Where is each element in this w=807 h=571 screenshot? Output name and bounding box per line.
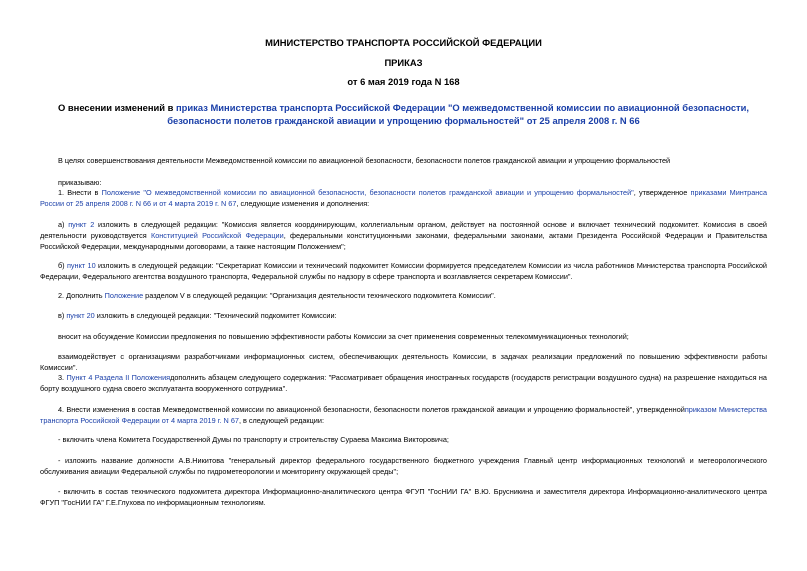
item-b-text: изложить в следующей редакции: "Секретариат Комиссии и технический подкомитет Комиссии формируется председателем Комиссии из числа работников Министерства транспорта Российской Федерации, Федерального агентства воздушного транспорта, Федеральной службы по надзору в сфере транспорта и возглавляется секретарем Комиссии". — [40, 261, 768, 282]
doc-subject — [40, 101, 767, 127]
item-a — [40, 219, 767, 253]
point-4-section-2-link[interactable]: Пункт 4 Раздела II Положения — [66, 373, 171, 382]
item-1-text: , следующие изменения и дополнения: — [236, 199, 370, 209]
doc-type: ПРИКАЗ — [384, 57, 423, 68]
item-1-text: 1. Внести в — [58, 188, 102, 197]
item-b-text: б) — [58, 261, 67, 270]
item-a-text: а) — [58, 220, 69, 229]
item-v — [40, 310, 767, 321]
point-10-link[interactable]: пункт 10 — [66, 261, 96, 270]
item-a-text: изложить в следующей редакции: "Комиссия является координирующим, коллегиальным органом, действует на постоянной основе и включает технический подкомитет. Комиссия в своей деятельности руководствуется — [40, 220, 767, 241]
item-4 — [40, 404, 767, 426]
item-3-text: 3. — [58, 373, 67, 382]
order-word: приказываю: — [58, 178, 102, 187]
item-b — [40, 260, 767, 282]
item-1-text: , утвержденное — [633, 188, 691, 197]
orders-link[interactable]: приказами Минтранса России от 25 апреля 2008 г. N 66 и от 4 марта 2019 г. N 67 — [40, 188, 767, 209]
item-2-text: разделом V в следующей редакции: "Организация деятельности технического подкомитета Комиссии". — [143, 291, 496, 300]
regulation-link[interactable]: Положение "О межведомственной комиссии по авиационной безопасности, безопасности полетов гражданской авиации и упрощению формальностей" — [101, 188, 634, 197]
item-2 — [40, 290, 767, 301]
line-interact: взаимодействует с организациями разработчиками информационных систем, обеспечивающих деятельность Комиссии, в задачах реализации предложений по повышению эффективности работы Комиссии". — [40, 352, 767, 373]
point-2-link[interactable]: пункт 2 — [68, 220, 95, 229]
preamble: В целях совершенствования деятельности Межведомственной комиссии по авиационной безопасности, безопасности полетов гражданской авиации и упрощению формальностей — [58, 156, 671, 165]
dash-item-2: - изложить название должности А.В.Никитова "генеральный директор федерального государственного бюджетного учреждения Главный центр информационных технологий и метеорологического обслуживания авиации Федеральной службы по гидрометеорологии и мониторингу окружающей среды"; — [40, 456, 767, 477]
order-67-link[interactable]: приказом Министерства транспорта Российской Федерации от 4 марта 2019 г. N 67 — [40, 405, 767, 426]
item-3-text: дополнить абзацем следующего содержания: "Рассматривает обращения иностранных государств (государств регистрации воздушного судна) на разрешение находиться на борту воздушного судна своего эксплуатанта вооруженного сотрудника". — [40, 373, 767, 394]
subject-prefix: О внесении изменений в — [58, 102, 177, 113]
item-2-text: 2. Дополнить — [58, 291, 105, 300]
item-v-text: изложить в следующей редакции: "Технический подкомитет Комиссии: — [94, 311, 337, 320]
dash-item-3: - включить в состав технического подкомитета директора Информационно-аналитического центра ФГУП "ГосНИИ ГА" В.Ю. Брусникина и заместителя директора Информационно-аналитического центра ФГУП "ГосНИИ ГА" Г.Е.Глухова по информационным технологиям. — [40, 487, 767, 508]
constitution-link[interactable]: Конституцией Российской Федерации — [150, 231, 284, 241]
point-20-link[interactable]: пункт 20 — [66, 311, 95, 320]
item-1 — [40, 187, 767, 209]
item-4-text: , в следующей редакции: — [238, 416, 324, 426]
regulation-link-2[interactable]: Положение — [104, 291, 144, 300]
doc-date-number: от 6 мая 2019 года N 168 — [347, 76, 460, 87]
dash-item-1: - включить члена Комитета Государственной Думы по транспорту и строительству Сураева Максима Викторовича; — [58, 435, 449, 444]
item-v-text: в) — [58, 311, 67, 320]
item-a-text: , федеральными конституционными законами, федеральными законами, актами Президента Российской Федерации и Правительства Российской Федерации, международными договорами, а также настоящим Положением"; — [40, 231, 767, 252]
item-4-text: 4. Внести изменения в состав Межведомственной комиссии по авиационной безопасности, безопасности полетов гражданской авиации и упрощению формальностей", утвержденной — [58, 405, 685, 414]
ministry-title: МИНИСТЕРСТВО ТРАНСПОРТА РОССИЙСКОЙ ФЕДЕРАЦИИ — [265, 37, 542, 48]
line-submit: вносит на обсуждение Комиссии предложения по повышению эффективности работы Комиссии за счет применения современных телекоммуникационных технологий; — [58, 332, 629, 341]
subject-order-link[interactable]: приказ Министерства транспорта Российской Федерации "О межведомственной комиссии по авиационной безопасности, безопасности полетов гражданской авиации и упрощению формальностей" от 25 апреля 2008 г. N 66 — [167, 102, 749, 126]
item-3 — [40, 372, 767, 394]
